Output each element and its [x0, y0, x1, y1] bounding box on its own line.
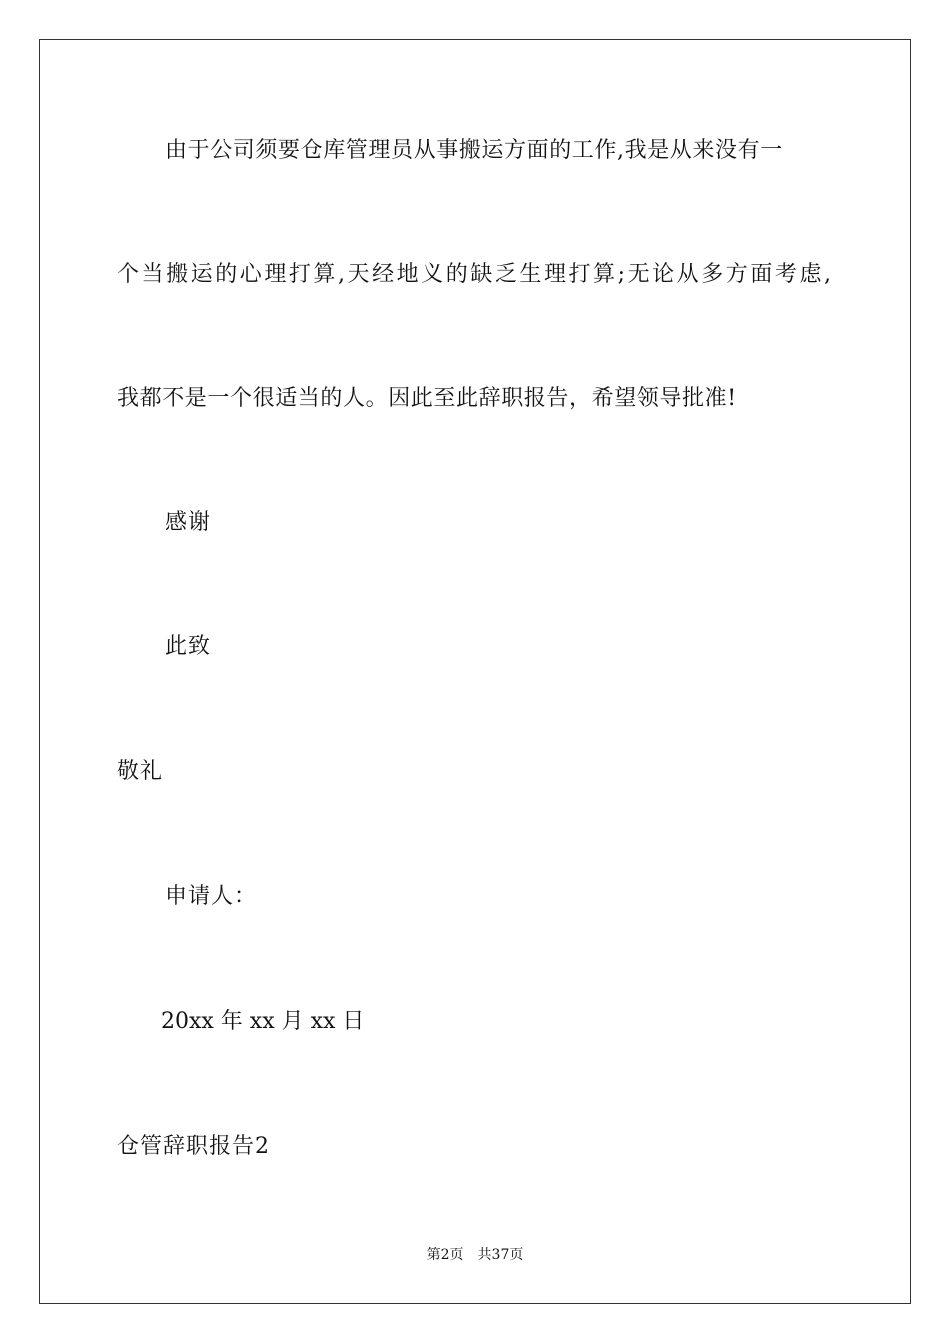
paragraph-line-2: 个当搬运的心理打算,天经地义的缺乏生理打算;无论从多方面考虑,	[117, 262, 831, 287]
next-section-title: 仓管辞职报告2	[117, 1134, 270, 1159]
page-number: 第2页	[426, 1247, 464, 1263]
paragraph-line-3: 我都不是一个很适当的人。因此至此辞职报告，希望领导批准!	[117, 386, 737, 411]
paragraph-line-1: 由于公司须要仓库管理员从事搬运方面的工作,我是从来没有一	[165, 138, 783, 163]
thanks-line: 感谢	[165, 510, 212, 535]
page-footer	[0, 1245, 950, 1265]
date-line: 20xx 年 xx 月 xx 日	[161, 1009, 365, 1034]
total-pages: 共37页	[477, 1247, 524, 1263]
page-border	[39, 39, 911, 1304]
applicant-line: 申请人：	[165, 884, 258, 909]
closing-line: 此致	[165, 634, 212, 659]
salute-line: 敬礼	[117, 759, 164, 784]
